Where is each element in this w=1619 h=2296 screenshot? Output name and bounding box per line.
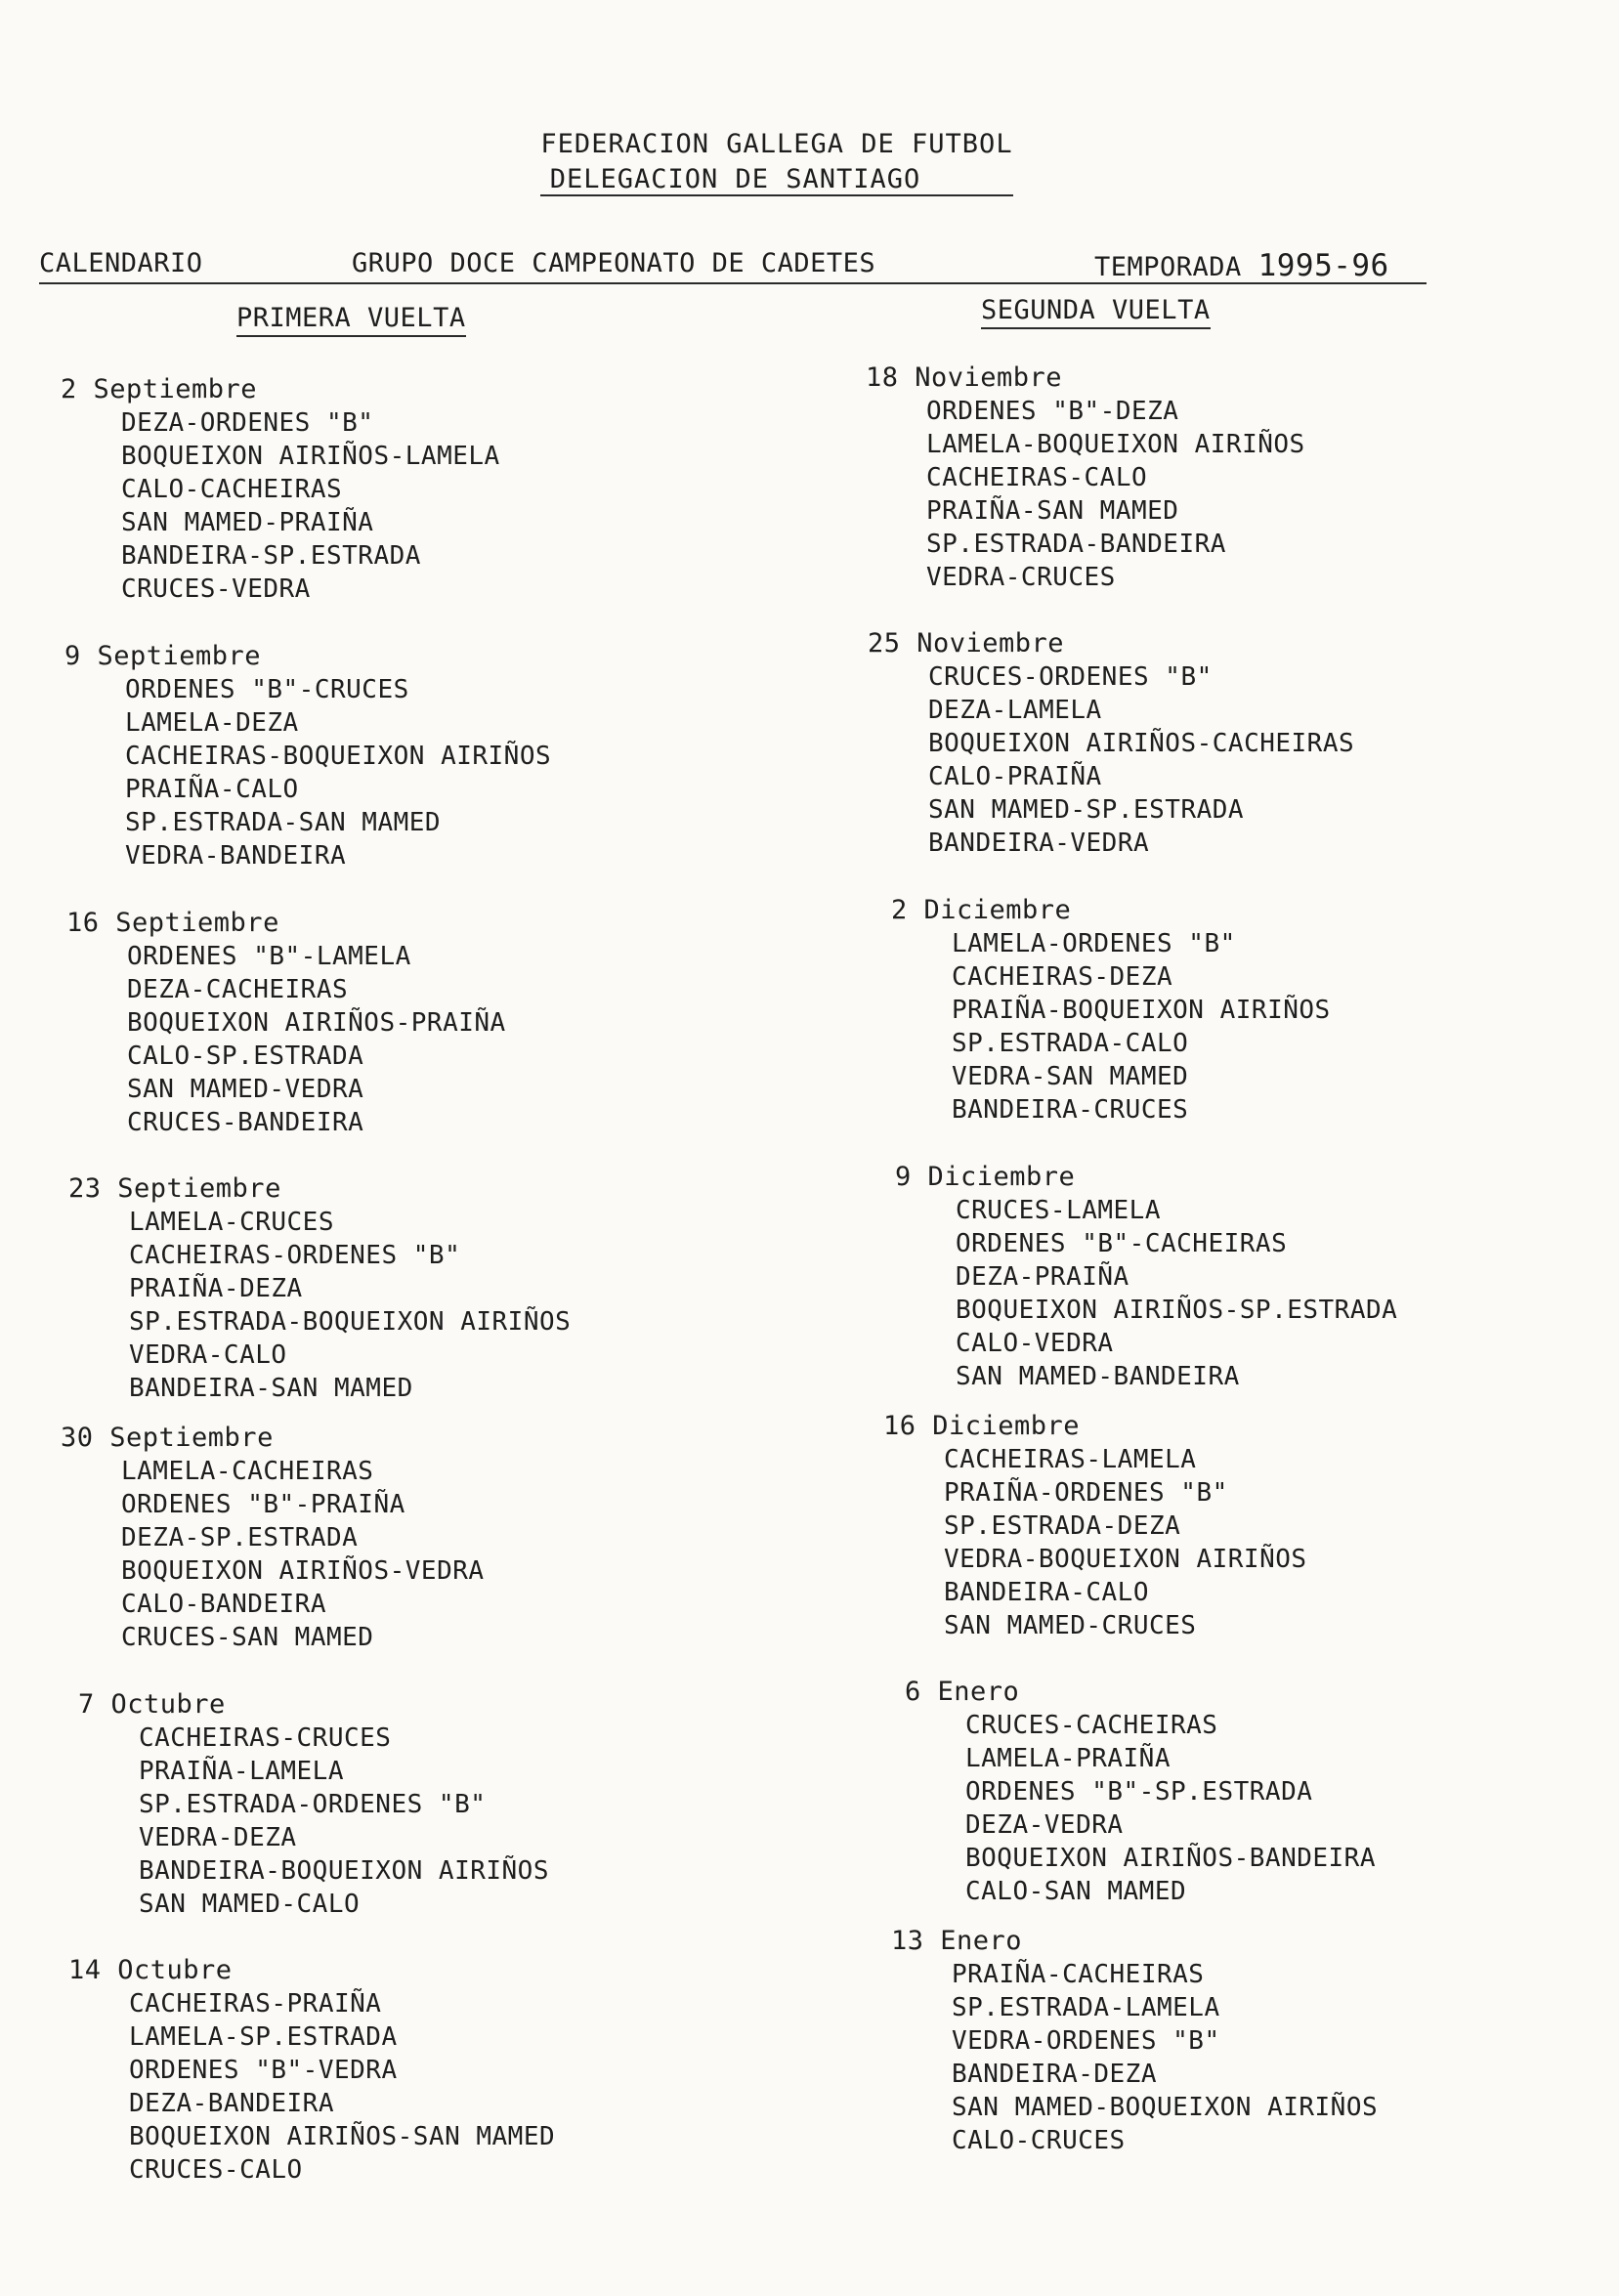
match-row: VEDRA-SAN MAMED	[952, 1062, 1189, 1091]
match-row: CRUCES-VEDRA	[121, 574, 311, 604]
match-row: CRUCES-LAMELA	[956, 1196, 1161, 1225]
primera-round	[64, 640, 551, 872]
match-row: SP.ESTRADA-BANDEIRA	[926, 530, 1226, 559]
match-row: CACHEIRAS-CRUCES	[139, 1723, 392, 1753]
primera-round	[61, 373, 500, 606]
round-date: 16 Diciembre	[883, 1411, 1081, 1441]
match-row: PRAIÑA-CACHEIRAS	[952, 1960, 1205, 1989]
round-date: 9 Diciembre	[895, 1162, 1076, 1192]
match-row: BOQUEIXON AIRIÑOS-VEDRA	[121, 1556, 485, 1586]
segunda-round	[895, 1161, 1397, 1393]
segunda-round	[866, 361, 1305, 594]
match-row: ORDENES "B"-LAMELA	[127, 942, 411, 971]
round-date: 14 Octubre	[68, 1955, 233, 1985]
match-row: PRAIÑA-CALO	[125, 775, 299, 804]
primera-round	[68, 1172, 571, 1405]
match-row: DEZA-ORDENES "B"	[121, 408, 374, 438]
match-row: CALO-SP.ESTRADA	[127, 1042, 364, 1071]
match-row: CRUCES-CALO	[129, 2155, 303, 2185]
match-row: VEDRA-BANDEIRA	[125, 841, 347, 871]
match-row: DEZA-SP.ESTRADA	[121, 1523, 359, 1552]
match-row: SAN MAMED-BOQUEIXON AIRIÑOS	[952, 2093, 1379, 2122]
match-row: BANDEIRA-DEZA	[952, 2060, 1157, 2089]
match-row: VEDRA-CALO	[129, 1340, 287, 1370]
match-row: BOQUEIXON AIRIÑOS-SAN MAMED	[129, 2122, 556, 2151]
match-row: SAN MAMED-CRUCES	[944, 1611, 1197, 1640]
match-row: CRUCES-BANDEIRA	[127, 1108, 364, 1137]
match-row: ORDENES "B"-VEDRA	[129, 2056, 398, 2085]
match-row: PRAIÑA-ORDENES "B"	[944, 1478, 1228, 1508]
match-row: BANDEIRA-SP.ESTRADA	[121, 541, 421, 571]
calendario-label: CALENDARIO	[39, 248, 203, 278]
delegation-title	[0, 164, 1554, 194]
segunda-round	[868, 627, 1354, 860]
match-row: SP.ESTRADA-CALO	[952, 1029, 1189, 1058]
segunda-round	[891, 894, 1331, 1127]
match-row: LAMELA-CACHEIRAS	[121, 1457, 374, 1486]
temporada-value: 1995-96	[1257, 248, 1389, 283]
match-row: DEZA-CACHEIRAS	[127, 975, 349, 1004]
match-row: SP.ESTRADA-BOQUEIXON AIRIÑOS	[129, 1307, 572, 1337]
match-row: CRUCES-CACHEIRAS	[965, 1711, 1218, 1740]
temporada	[1094, 248, 1389, 283]
segunda-round	[883, 1410, 1307, 1642]
match-row: ORDENES "B"-CRUCES	[125, 675, 409, 704]
match-row: SAN MAMED-VEDRA	[127, 1075, 364, 1104]
round-date: 6 Enero	[905, 1677, 1020, 1707]
match-row: BANDEIRA-VEDRA	[928, 829, 1150, 858]
match-row: LAMELA-SP.ESTRADA	[129, 2022, 398, 2052]
match-row: CRUCES-SAN MAMED	[121, 1623, 374, 1652]
match-row: CACHEIRAS-BOQUEIXON AIRIÑOS	[125, 742, 552, 771]
match-row: VEDRA-BOQUEIXON AIRIÑOS	[944, 1545, 1307, 1574]
match-row: SAN MAMED-SP.ESTRADA	[928, 795, 1245, 825]
match-row: LAMELA-CRUCES	[129, 1208, 334, 1237]
round-date: 23 Septiembre	[68, 1173, 281, 1204]
match-row: DEZA-VEDRA	[965, 1810, 1124, 1840]
match-row: VEDRA-DEZA	[139, 1823, 297, 1852]
match-row: DEZA-PRAIÑA	[956, 1262, 1129, 1292]
match-row: BOQUEIXON AIRIÑOS-BANDEIRA	[965, 1844, 1376, 1873]
match-row: SAN MAMED-BANDEIRA	[956, 1362, 1240, 1391]
match-row: CALO-CACHEIRAS	[121, 475, 343, 504]
match-row: CALO-SAN MAMED	[965, 1877, 1187, 1906]
match-row: CACHEIRAS-LAMELA	[944, 1445, 1197, 1474]
match-row: CACHEIRAS-PRAIÑA	[129, 1989, 382, 2019]
match-row: PRAIÑA-BOQUEIXON AIRIÑOS	[952, 996, 1331, 1025]
match-row: BOQUEIXON AIRIÑOS-CACHEIRAS	[928, 729, 1355, 758]
match-row: CACHEIRAS-DEZA	[952, 962, 1173, 992]
grupo-label: GRUPO DOCE CAMPEONATO DE CADETES	[352, 248, 876, 278]
match-row: ORDENES "B"-DEZA	[926, 397, 1179, 426]
match-row: ORDENES "B"-PRAIÑA	[121, 1490, 405, 1519]
primera-round	[78, 1688, 549, 1921]
match-row: BANDEIRA-CALO	[944, 1578, 1149, 1607]
primera-round	[66, 907, 506, 1139]
match-row: SP.ESTRADA-ORDENES "B"	[139, 1790, 487, 1819]
round-date: 2 Septiembre	[61, 374, 258, 404]
match-row: DEZA-LAMELA	[928, 696, 1102, 725]
segunda-vuelta-title: SEGUNDA VUELTA	[981, 295, 1211, 329]
match-row: VEDRA-ORDENES "B"	[952, 2026, 1220, 2056]
match-row: LAMELA-PRAIÑA	[965, 1744, 1171, 1773]
round-date: 2 Diciembre	[891, 895, 1072, 925]
match-row: CALO-PRAIÑA	[928, 762, 1102, 791]
match-row: BANDEIRA-CRUCES	[952, 1095, 1189, 1125]
match-row: VEDRA-CRUCES	[926, 563, 1116, 592]
match-row: BOQUEIXON AIRIÑOS-PRAIÑA	[127, 1008, 506, 1038]
segunda-round	[905, 1676, 1376, 1908]
match-row: LAMELA-DEZA	[125, 708, 299, 738]
round-date: 18 Noviembre	[866, 362, 1063, 393]
match-row: SP.ESTRADA-LAMELA	[952, 1993, 1220, 2022]
match-row: BOQUEIXON AIRIÑOS-SP.ESTRADA	[956, 1296, 1398, 1325]
temporada-label: TEMPORADA	[1094, 252, 1242, 282]
round-date: 9 Septiembre	[64, 641, 262, 671]
delegation-title-text: DELEGACION DE SANTIAGO	[540, 164, 1014, 196]
match-row: PRAIÑA-SAN MAMED	[926, 496, 1179, 526]
round-date: 16 Septiembre	[66, 908, 279, 938]
match-row: BOQUEIXON AIRIÑOS-LAMELA	[121, 442, 500, 471]
match-row: CALO-BANDEIRA	[121, 1590, 326, 1619]
federation-title: FEDERACION GALLEGA DE FUTBOL	[540, 129, 1013, 159]
round-date: 13 Enero	[891, 1926, 1023, 1956]
primera-round	[68, 1954, 555, 2187]
round-date: 30 Septiembre	[61, 1423, 274, 1453]
match-row: SP.ESTRADA-SAN MAMED	[125, 808, 442, 837]
primera-vuelta-title: PRIMERA VUELTA	[236, 303, 466, 337]
match-row: SAN MAMED-PRAIÑA	[121, 508, 374, 537]
segunda-round	[891, 1925, 1378, 2157]
match-row: BANDEIRA-BOQUEIXON AIRIÑOS	[139, 1856, 549, 1886]
match-row: ORDENES "B"-CACHEIRAS	[956, 1229, 1288, 1258]
match-row: PRAIÑA-DEZA	[129, 1274, 303, 1303]
primera-round	[61, 1422, 485, 1654]
match-row: ORDENES "B"-SP.ESTRADA	[965, 1777, 1313, 1807]
match-row: CALO-VEDRA	[956, 1329, 1114, 1358]
match-row: CALO-CRUCES	[952, 2126, 1126, 2155]
match-row: SAN MAMED-CALO	[139, 1890, 361, 1919]
match-row: CACHEIRAS-CALO	[926, 463, 1148, 492]
match-row: CRUCES-ORDENES "B"	[928, 662, 1213, 692]
match-row: DEZA-BANDEIRA	[129, 2089, 334, 2118]
match-row: PRAIÑA-LAMELA	[139, 1757, 344, 1786]
round-date: 25 Noviembre	[868, 628, 1065, 659]
match-row: LAMELA-ORDENES "B"	[952, 929, 1236, 958]
round-date: 7 Octubre	[78, 1689, 226, 1720]
calendar-header-line	[39, 248, 1427, 284]
match-row: LAMELA-BOQUEIXON AIRIÑOS	[926, 430, 1305, 459]
match-row: CACHEIRAS-ORDENES "B"	[129, 1241, 461, 1270]
match-row: SP.ESTRADA-DEZA	[944, 1511, 1181, 1541]
match-row: BANDEIRA-SAN MAMED	[129, 1374, 413, 1403]
